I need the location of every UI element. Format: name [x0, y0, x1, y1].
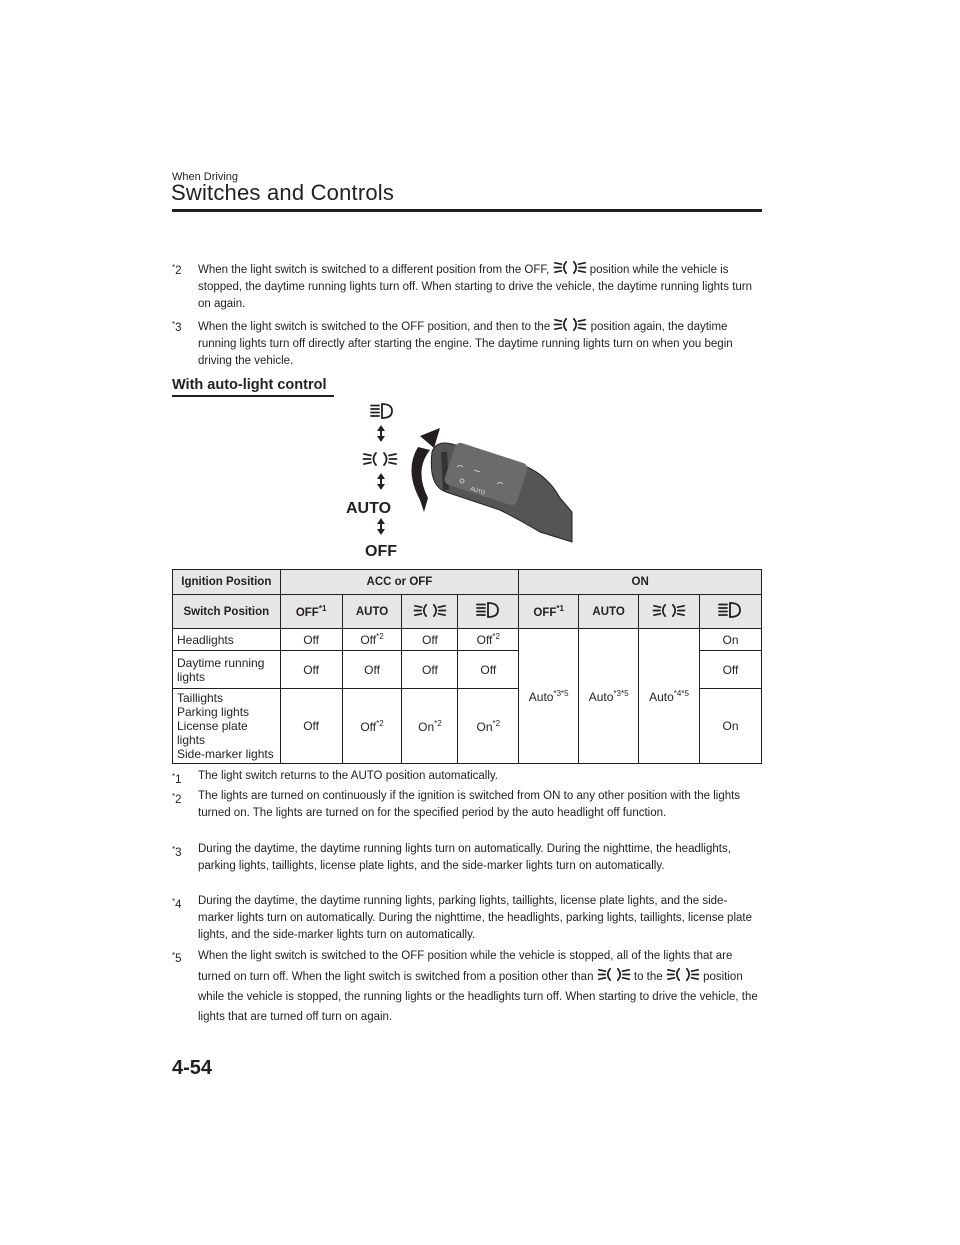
note-marker: *4: [172, 897, 182, 911]
note-text: When the light switch is switched to a different position from the OFF, position while the vehicle is stopped, the daytime running lights turn off. When starting to drive the vehicle, the daytime running lights turn on again.: [198, 259, 762, 313]
table-cell: Off: [402, 651, 458, 689]
parking-light-icon: [652, 602, 686, 619]
note-2: [172, 259, 762, 313]
table-cell: Off$^{*2}$: [458, 629, 519, 651]
note-marker: *5: [172, 951, 182, 965]
table-cell: Off: [280, 689, 342, 764]
parking-position-header: [402, 595, 458, 629]
auto-position-header: AUTO: [342, 595, 402, 629]
note-text: When the light switch is switched to the OFF position, and then to the position again, the daytime running lights turn off directly after starting the engine. The daytime running lights turn on when you begin driving the vehicle.: [198, 316, 762, 370]
subheading: With auto-light control: [172, 377, 327, 393]
table-cell: Off: [280, 629, 342, 651]
parking-light-icon: [413, 602, 447, 619]
stalk-auto-label: AUTO: [469, 486, 486, 497]
footnote-2: [172, 788, 762, 822]
note-marker: *2: [172, 263, 182, 277]
table-row: [173, 629, 762, 651]
table-cell: Off: [342, 651, 402, 689]
headlight-icon: [717, 601, 743, 619]
off-position-header: OFF$^{*1}$: [280, 595, 342, 629]
table-cell: On: [699, 629, 761, 651]
page-number: 4-54: [172, 1057, 213, 1079]
headlight-icon: [475, 601, 501, 619]
note-marker: *3: [172, 845, 182, 859]
subheading-rule: [172, 395, 334, 397]
note-marker: *1: [172, 772, 182, 786]
note-marker: *2: [172, 792, 182, 806]
parking-light-icon: [553, 316, 587, 333]
table-cell: Off: [699, 651, 761, 689]
row-label: Daytime running lights: [173, 651, 281, 689]
table-cell: Off: [458, 651, 519, 689]
page-title: Switches and Controls: [171, 180, 395, 205]
table-cell: Off: [402, 629, 458, 651]
section-label: When Driving: [172, 171, 239, 183]
headlight-icon: [371, 404, 392, 418]
note-marker: *3: [172, 320, 182, 334]
footnote-4: [172, 893, 762, 944]
table-cell: On: [699, 689, 761, 764]
row-label: Taillights Parking lights License plate lights Side-marker lights: [173, 689, 281, 764]
light-status-table: [172, 569, 762, 764]
rotation-arrow: [411, 447, 430, 512]
row-label: Headlights: [173, 629, 281, 651]
note-3: [172, 316, 762, 370]
note-text: The lights are turned on continuously if the ignition is switched from ON to any other position with the lights turned on. The lights are turned on for the specified period by the auto headlight off function.: [198, 790, 741, 819]
headlight-position-header: [699, 595, 761, 629]
table-cell: Off$^{*2}$: [342, 629, 402, 651]
note-text: During the daytime, the daytime running lights, parking lights, taillights, license plate lights, and the side-marker lights turn on automatically. During the nighttime, the headlights, parking lights, taillights, license plate lights, and the side-marker lights turn on automatically.: [198, 895, 752, 941]
table-cell: On$^{*2}$: [458, 689, 519, 764]
light-switch-diagram: [340, 397, 580, 565]
table-cell: Off: [280, 651, 342, 689]
off-position-header: OFF$^{*1}$: [519, 595, 579, 629]
headlight-position-header: [458, 595, 519, 629]
acc-off-header: ACC or OFF: [280, 570, 519, 595]
switch-position-header: Switch Position: [173, 595, 281, 629]
title-rule: [172, 209, 762, 212]
parking-light-icon: [597, 966, 631, 983]
off-position-label: OFF: [365, 543, 397, 560]
auto-position-label: AUTO: [346, 500, 392, 517]
footnote-5: [172, 946, 762, 1027]
on-header: ON: [519, 570, 762, 595]
table-cell: Off$^{*2}$: [342, 689, 402, 764]
double-arrow-icon: [377, 473, 385, 490]
table-cell: On$^{*2}$: [402, 689, 458, 764]
footnote-3: [172, 841, 762, 875]
parking-position-header: [639, 595, 700, 629]
note-text: When the light switch is switched to the OFF position while the vehicle is stopped, all of the lights that are turned on turn off. When the light switch is switched from a position other than to the position while the vehicle is stopped, the running lights or the headlights turn off. When starting to drive the vehicle, the lights that are turned off turn on again.: [198, 950, 758, 1023]
note-text: The light switch returns to the AUTO position automatically.: [198, 770, 498, 782]
table-cell: Auto$^{*3*5}$: [519, 629, 579, 764]
footnote-1: [172, 768, 762, 785]
double-arrow-icon: [377, 518, 385, 535]
parking-light-icon: [364, 453, 397, 465]
table-cell: Auto$^{*3*5}$: [579, 629, 639, 764]
ignition-position-header: Ignition Position: [173, 570, 281, 595]
table-cell: Auto$^{*4*5}$: [639, 629, 700, 764]
parking-light-icon: [666, 966, 700, 983]
auto-position-header: AUTO: [579, 595, 639, 629]
note-text: During the daytime, the daytime running lights turn on automatically. During the nighttime, the headlights, parking lights, taillights, license plate lights, and the side-marker lights turn on automatically.: [198, 843, 731, 872]
double-arrow-icon: [377, 425, 385, 442]
parking-light-icon: [553, 259, 587, 276]
